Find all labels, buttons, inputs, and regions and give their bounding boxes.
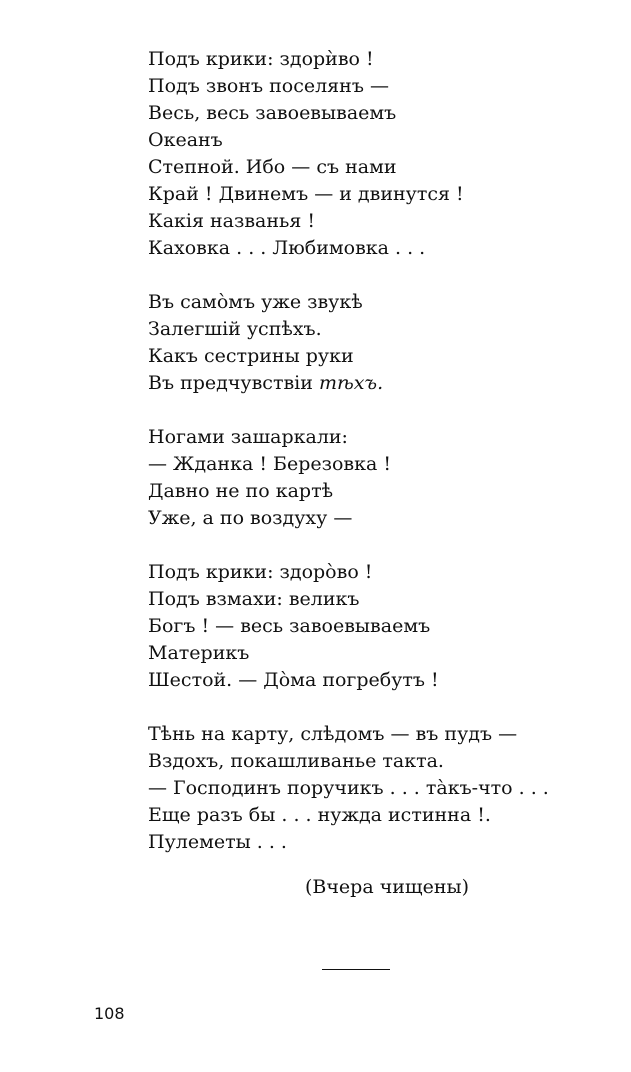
poem-line: Подъ крики: здорòво ! — [148, 561, 373, 583]
poem-line: Въ самòмъ уже звукѣ — [148, 291, 363, 313]
stanza-3 — [148, 424, 588, 532]
poem-line: Каховка . . . Любимовка . . . — [148, 237, 426, 259]
stanza-break — [148, 694, 588, 721]
poem-line — [148, 370, 588, 397]
poem-line: Тѣнь на карту, слѣдомъ — въ пудъ — — [148, 723, 518, 745]
poem-line: Какъ сестрины руки — [148, 345, 354, 367]
poem-line: Какія названья ! — [148, 210, 316, 232]
poem-line: Весь, весь завоевываемъ — [148, 102, 397, 124]
poem-line: Уже, а по воздуху — — [148, 507, 353, 529]
stanza-5 — [148, 721, 588, 856]
poem-line: Еще разъ бы . . . нужда истинна !. — [148, 804, 491, 826]
poem-line: Океанъ — [148, 129, 223, 151]
poem-line: Вздохъ, покашливанье такта. — [148, 750, 444, 772]
page-number: 108 — [94, 1004, 125, 1023]
italic-word: тѣхъ. — [318, 372, 384, 394]
poem-line: Подъ взмахи: великъ — [148, 588, 360, 610]
stanza-break — [148, 262, 588, 289]
stanza-4 — [148, 559, 588, 694]
poem-line: — Господинъ поручикъ . . . тàкъ-что . . . — [148, 777, 549, 799]
stanza-1 — [148, 46, 588, 262]
poem-line: Подъ крики: здорѝво ! — [148, 48, 374, 70]
poem-line: Степной. Ибо — съ нами — [148, 156, 397, 178]
poem — [148, 46, 588, 856]
poem-line: Залегшій успѣхъ. — [148, 318, 322, 340]
poem-line: Давно не по картѣ — [148, 480, 334, 502]
poem-line: — Жданка ! Березовка ! — [148, 453, 391, 475]
poem-line: Пулеметы . . . — [148, 831, 287, 853]
stanza-break — [148, 532, 588, 559]
poem-line: Подъ звонъ поселянъ — — [148, 75, 389, 97]
section-divider — [322, 969, 390, 970]
poem-line: Ногами зашаркали: — [148, 426, 348, 448]
poem-line: Материкъ — [148, 642, 250, 664]
poem-line-text: Въ предчувствіи — [148, 372, 319, 394]
poem-line: Богъ ! — весь завоевываемъ — [148, 615, 431, 637]
stanza-break — [148, 397, 588, 424]
closing-note: (Вчера чищены) — [305, 876, 470, 898]
stanza-2 — [148, 289, 588, 397]
poem-line: Край ! Двинемъ — и двинутся ! — [148, 183, 464, 205]
poem-line: Шестой. — Дòма погребутъ ! — [148, 669, 439, 691]
